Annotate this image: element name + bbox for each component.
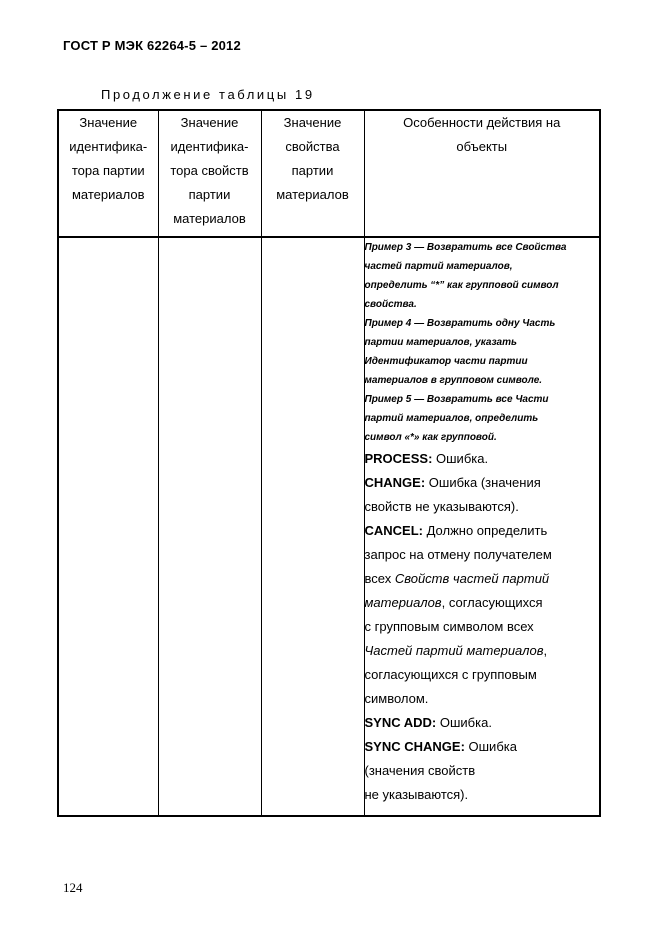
example-4 <box>365 314 600 390</box>
action-text: Должно определить <box>423 523 548 538</box>
header-cell-action-features <box>364 110 600 237</box>
example-line: партий материалов, определить <box>364 413 539 424</box>
header-line: идентифика- <box>170 139 249 154</box>
action-text: с групповым символом всех <box>364 619 534 634</box>
body-cell-empty <box>261 237 364 816</box>
action-line <box>365 567 600 591</box>
header-cell-property-value <box>261 110 364 237</box>
action-key: CANCEL: <box>364 523 423 538</box>
action-cancel <box>365 519 600 543</box>
action-text: не указываются). <box>364 787 469 802</box>
header-line: Особенности действия на <box>403 115 561 130</box>
document-header: ГОСТ Р МЭК 62264-5 – 2012 <box>63 38 241 53</box>
example-line: партии материалов, указать <box>364 337 517 348</box>
body-cell-actions <box>364 237 600 816</box>
action-text: свойств не указываются). <box>364 499 519 514</box>
example-line: определить “*” как групповой символ <box>364 280 559 291</box>
action-sync-add <box>365 711 600 735</box>
example-line: свойства. <box>364 299 417 310</box>
action-text: , <box>543 643 548 658</box>
header-line: партии <box>291 163 334 178</box>
header-cell-lot-id <box>58 110 158 237</box>
action-sync-change <box>365 735 600 759</box>
action-text: всех <box>364 571 395 586</box>
body-cell-empty <box>58 237 158 816</box>
action-text: согласующихся с групповым <box>364 667 537 682</box>
header-line: материалов <box>71 187 145 202</box>
page-number: 124 <box>63 880 83 895</box>
action-text: Ошибка (значения <box>425 475 541 490</box>
action-italic-term: материалов <box>364 595 442 610</box>
action-italic-term: Свойств частей партий <box>394 571 550 586</box>
example-line: Идентификатор части партии <box>364 356 528 367</box>
action-change <box>365 471 600 495</box>
action-text: , согласующихся <box>441 595 543 610</box>
example-line: символ «*» как групповой. <box>364 432 497 443</box>
header-line: материалов <box>276 187 349 202</box>
example-3 <box>365 238 600 314</box>
header-line: тора свойств <box>170 163 249 178</box>
action-line <box>365 639 600 663</box>
action-text: запрос на отмену получателем <box>364 547 552 562</box>
action-key: PROCESS: <box>364 451 433 466</box>
action-key: SYNC CHANGE: <box>364 739 465 754</box>
header-line: идентифика- <box>69 139 148 154</box>
actions-block <box>365 447 600 807</box>
example-line: Пример 5 — Возвратить все Части <box>364 394 549 405</box>
example-line: частей партий материалов, <box>364 261 513 272</box>
spec-table <box>57 109 601 817</box>
action-italic-term: Частей партий материалов <box>364 643 544 658</box>
example-line: материалов в групповом символе. <box>364 375 543 386</box>
header-line: объекты <box>456 139 508 154</box>
examples-block <box>365 238 600 447</box>
header-cell-property-id <box>158 110 261 237</box>
header-line: материалов <box>173 211 246 226</box>
example-line: Пример 3 — Возвратить все Свойства <box>364 242 567 253</box>
header-line: партии <box>188 187 231 202</box>
action-text: Ошибка. <box>436 715 492 730</box>
header-line: Значение <box>180 115 239 130</box>
action-text: (значения свойств <box>364 763 476 778</box>
body-cell-empty <box>158 237 261 816</box>
example-line: Пример 4 — Возвратить одну Часть <box>364 318 556 329</box>
header-line: тора партии <box>71 163 145 178</box>
action-line <box>365 591 600 615</box>
action-process <box>365 447 600 471</box>
action-text: Ошибка <box>464 739 517 754</box>
action-text: Ошибка. <box>432 451 489 466</box>
example-5 <box>365 390 600 447</box>
header-line: Значение <box>283 115 342 130</box>
table-continuation-caption: Продолжение таблицы 19 <box>101 87 315 102</box>
header-line: свойства <box>285 139 340 154</box>
action-key: CHANGE: <box>364 475 426 490</box>
header-line: Значение <box>79 115 138 130</box>
table-row <box>58 237 600 816</box>
action-key: SYNC ADD: <box>364 715 437 730</box>
action-text: символом. <box>364 691 429 706</box>
